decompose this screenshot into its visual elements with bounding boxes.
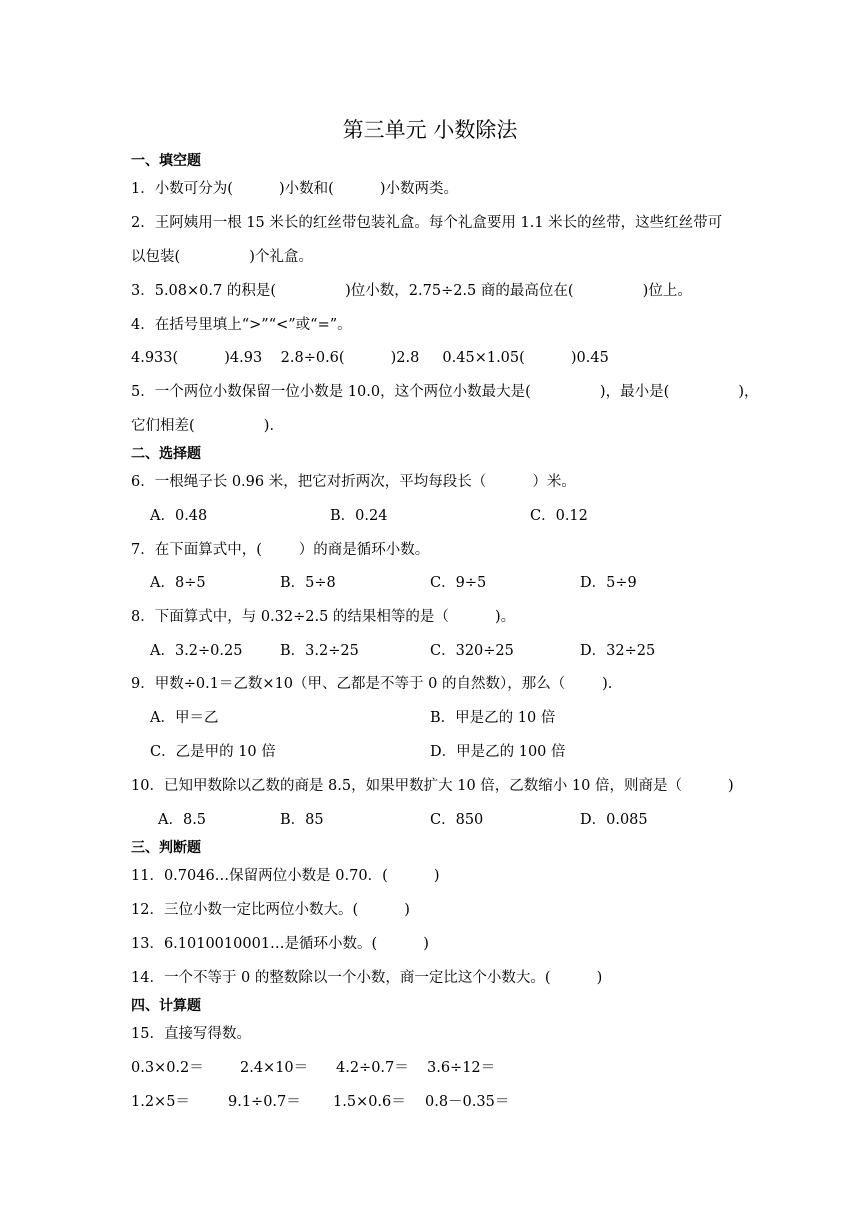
question-2-line-2: 以包装( )个礼盒。 — [131, 249, 313, 265]
question-5-line-2: 它们相差( )． — [131, 418, 284, 434]
q7-option-d: D．5÷9 — [580, 575, 637, 591]
question-12: 12．三位小数一定比两位小数大。( ) — [131, 902, 410, 918]
q10-option-b: B．85 — [280, 812, 324, 828]
question-9: 9．甲数÷0.1＝乙数×10（甲、乙都是不等于 0 的自然数），那么（ ). — [131, 676, 613, 692]
question-7: 7．在下面算式中，( ）的商是循环小数。 — [131, 542, 430, 558]
question-3: 3．5.08×0.7 的积是( )位小数，2.75÷2.5 商的最高位在( )位上。 — [131, 283, 692, 299]
question-13: 13．6.1010010001…是循环小数。( ) — [131, 936, 429, 952]
calc-item: 2.4×10＝ — [240, 1060, 309, 1076]
calc-item: 0.8－0.35＝ — [425, 1094, 510, 1110]
calc-item: 3.6÷12＝ — [427, 1060, 496, 1076]
q9-option-b: B．甲是乙的 10 倍 — [430, 710, 556, 726]
q9-option-c: C．乙是甲的 10 倍 — [150, 744, 276, 760]
q8-option-d: D．32÷25 — [580, 643, 656, 659]
calc-item: 1.5×0.6＝ — [333, 1094, 406, 1110]
q6-option-c: C．0.12 — [530, 508, 588, 524]
question-1: 1．小数可分为( )小数和( )小数两类。 — [131, 181, 459, 197]
section-choice: 二、选择题 — [131, 446, 201, 462]
q7-option-c: C．9÷5 — [430, 575, 487, 591]
q6-option-a: A．0.48 — [150, 508, 208, 524]
question-4-comparisons: 4.933( )4.93 2.8÷0.6( )2.8 0.45×1.05( )0.45 — [131, 350, 609, 366]
section-true-false: 三、判断题 — [131, 840, 201, 856]
calc-item: 4.2÷0.7＝ — [336, 1060, 409, 1076]
section-fill-in: 一、填空题 — [131, 153, 201, 169]
question-8: 8．下面算式中，与 0.32÷2.5 的结果相等的是（ )。 — [131, 609, 516, 625]
calc-item: 0.3×0.2＝ — [131, 1060, 204, 1076]
q9-option-d: D．甲是乙的 100 倍 — [430, 744, 566, 760]
calc-item: 9.1÷0.7＝ — [228, 1094, 301, 1110]
q7-option-a: A．8÷5 — [150, 575, 206, 591]
q6-option-b: B．0.24 — [330, 508, 388, 524]
question-14: 14．一个不等于 0 的整数除以一个小数，商一定比这个小数大。( ) — [131, 970, 603, 986]
q9-option-a: A．甲＝乙 — [150, 710, 219, 726]
q8-option-a: A．3.2÷0.25 — [150, 643, 243, 659]
q8-option-c: C．320÷25 — [430, 643, 514, 659]
q10-option-a: A．8.5 — [158, 812, 207, 828]
question-5-line-1: 5．一个两位小数保留一位小数是 10.0，这个两位小数最大是( )，最小是( )， — [131, 384, 759, 400]
question-4: 4．在括号里填上“>”“<”或“=”。 — [131, 317, 352, 333]
q7-option-b: B．5÷8 — [280, 575, 336, 591]
q10-option-c: C．850 — [430, 812, 484, 828]
question-10: 10．已知甲数除以乙数的商是 8.5，如果甲数扩大 10 倍，乙数缩小 10 倍，则商是（ ) — [131, 778, 734, 794]
question-2-line-1: 2．王阿姨用一根 15 米长的红丝带包装礼盒。每个礼盒要用 1.1 米长的丝带，这些红丝带可 — [131, 215, 723, 231]
question-6: 6．一根绳子长 0.96 米，把它对折两次，平均每段长（ ）米。 — [131, 474, 576, 490]
question-11: 11．0.7046…保留两位小数是 0.70．( ) — [131, 868, 440, 884]
q10-option-d: D．0.085 — [580, 812, 648, 828]
q8-option-b: B．3.2÷25 — [280, 643, 359, 659]
calc-item: 1.2×5＝ — [131, 1094, 190, 1110]
question-15: 15．直接写得数。 — [131, 1026, 251, 1042]
section-calculation: 四、计算题 — [131, 998, 201, 1014]
page-title: 第三单元 小数除法 — [342, 118, 518, 142]
